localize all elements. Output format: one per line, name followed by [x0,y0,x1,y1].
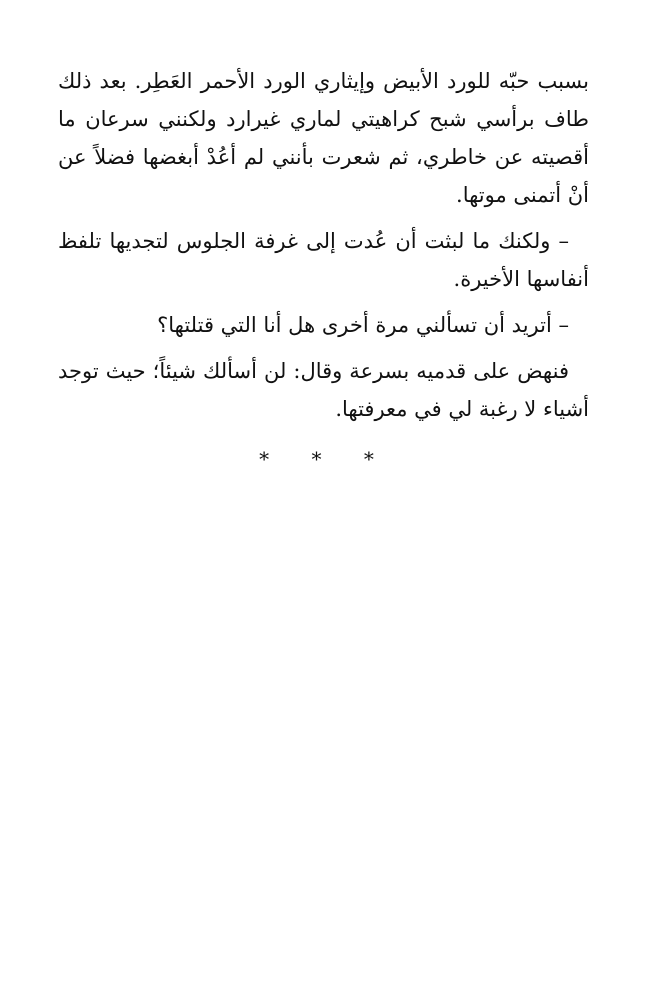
paragraph-dialogue-1: – ولكنك ما لبثت أن عُدت إلى غرفة الجلوس لتجديها تلفظ أنفاسها الأخيرة. [58,229,589,291]
section-separator: * * * [259,447,392,471]
paragraph-dialogue-3: فنهض على قدميه بسرعة وقال: لن أسألك شيئاً؛ حيث توجد أشياء لا رغبة لي في معرفتها. [58,359,589,421]
paragraph-dialogue-2: – أتريد أن تسألني مرة أخرى هل أنا التي قتلتها؟ [157,313,569,337]
paragraph-narration: بسبب حبّه للورد الأبيض وإيثاري الورد الأحمر العَطِر. بعد ذلك طاف برأسي شبح كراهيتي لماري غيرارد ولكنني سرعان ما أقصيته عن خاطري، ثم شعرت بأنني لم أعُدْ أبغضها فضلاً عن أنْ أتمنى موتها. [58,69,589,207]
page-body-text [58,62,589,428]
